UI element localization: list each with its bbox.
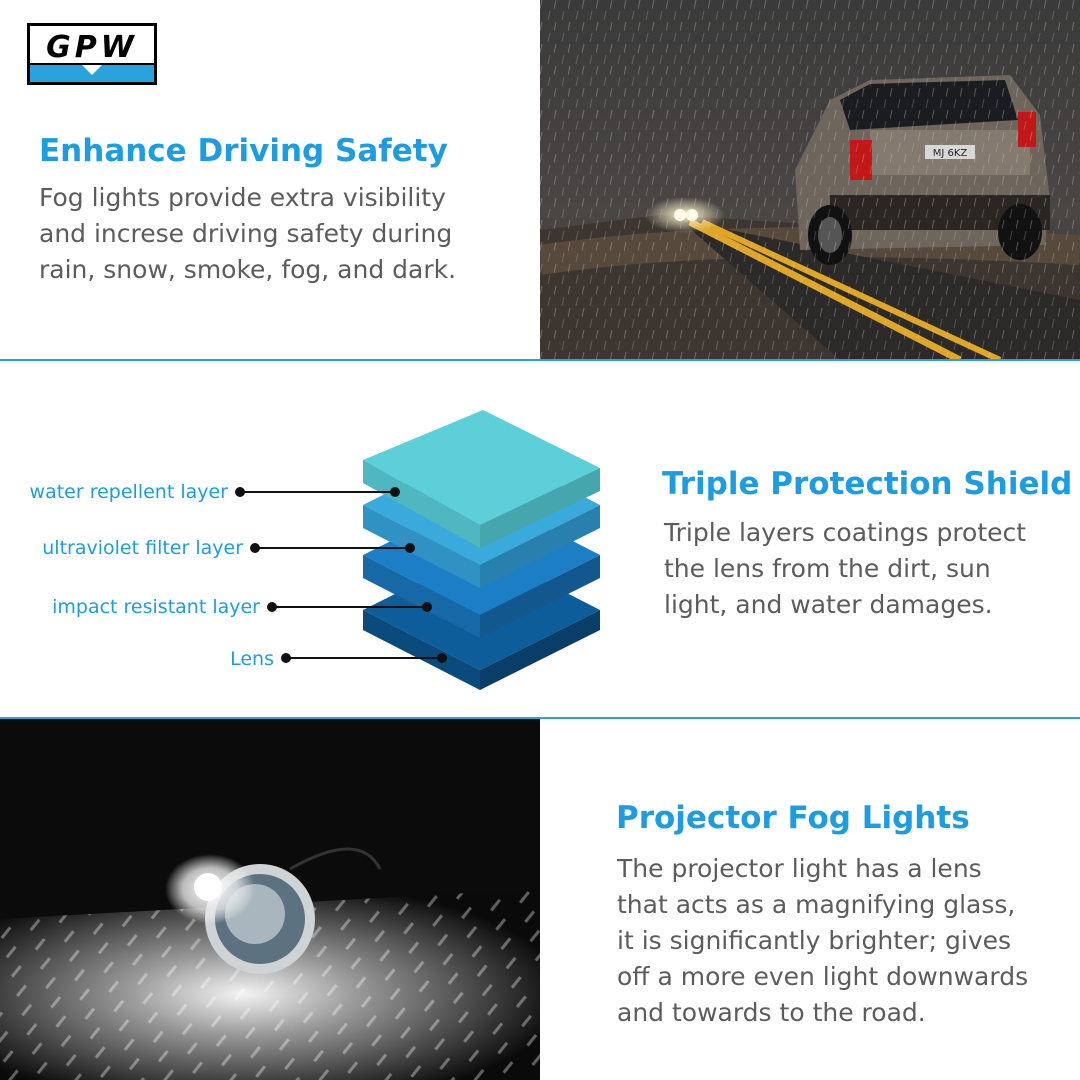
section-body-protection: Triple layers coatings protect the lens from the dirt, sun light, and water damages. <box>664 518 1027 619</box>
layer-stack-diagram <box>230 400 610 700</box>
svg-text:GPW: GPW <box>46 30 138 65</box>
section-body-safety: Fog lights provide extra visibility and increse driving safety during rain, snow, smoke, fog, and dark. <box>39 183 457 284</box>
section-divider-1 <box>0 359 1080 361</box>
layer-label-water-repellent: water repellent layer <box>29 481 228 503</box>
section-heading-protection: Triple Protection Shield <box>662 466 1073 502</box>
section-heading-projector: Projector Fog Lights <box>616 800 970 836</box>
layer-label-impact-resistant: impact resistant layer <box>52 596 260 618</box>
layer-label-ultraviolet-filter: ultraviolet filter layer <box>42 537 243 559</box>
rainy-road-car-photo <box>540 0 1080 360</box>
section-heading-safety: Enhance Driving Safety <box>39 133 448 169</box>
layer-label-lens: Lens <box>230 648 274 670</box>
section-body-projector: The projector light has a lens that acts as a magnifying glass, it is significantly brighter; gives off a more even light downwards and towards to the road. <box>617 854 1029 1027</box>
projector-fog-light-photo <box>0 719 540 1080</box>
brand-logo <box>27 23 157 85</box>
